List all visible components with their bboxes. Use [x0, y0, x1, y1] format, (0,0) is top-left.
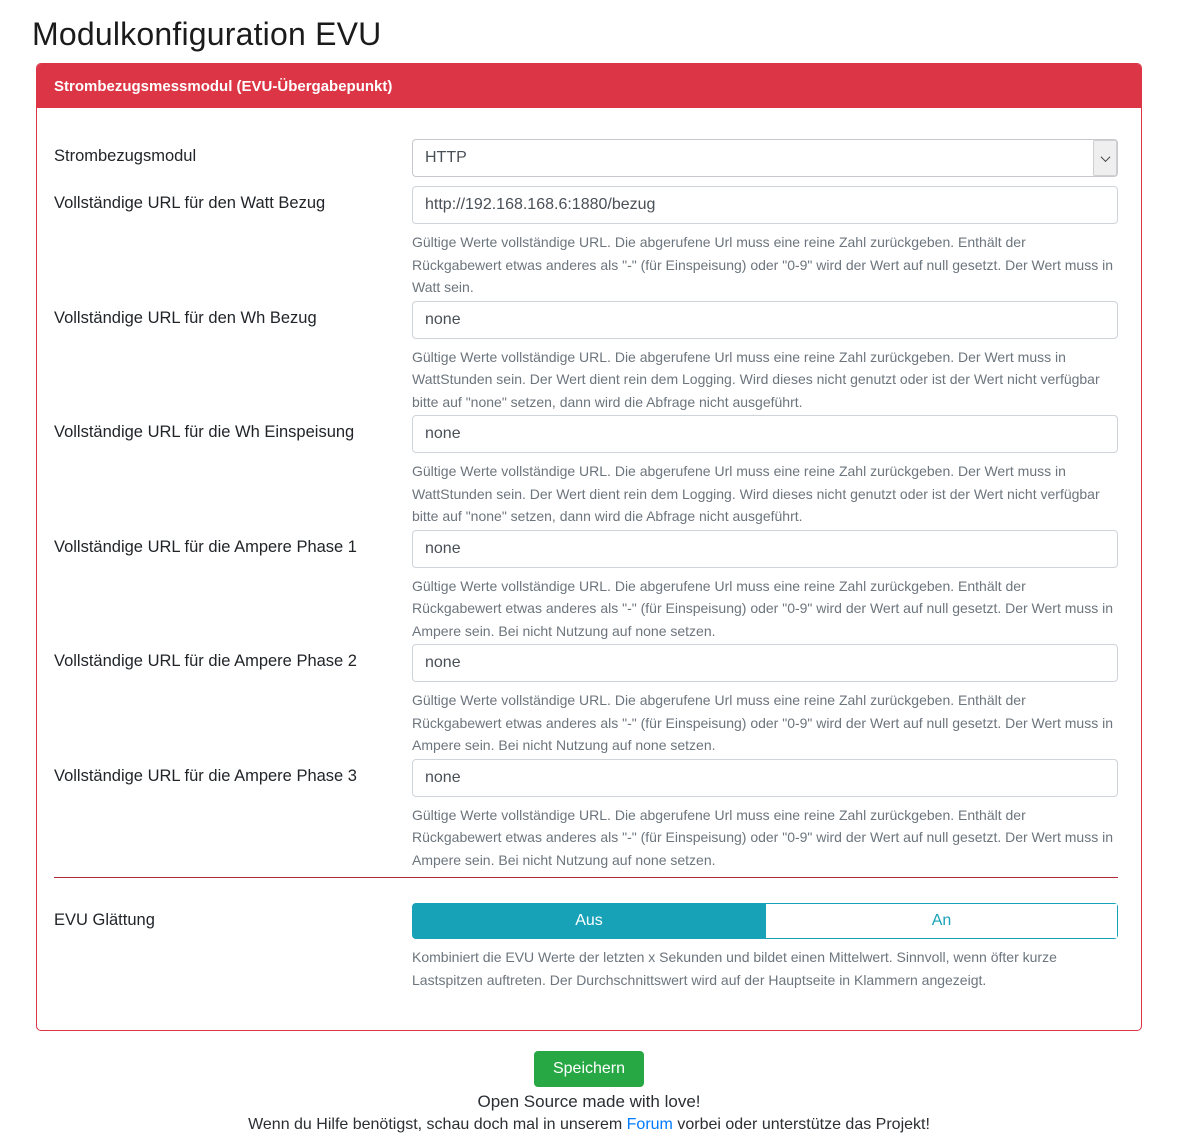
evu-config-card [36, 63, 1142, 1031]
evu-glaettung-toggle [412, 903, 1118, 939]
field-label-ampere-phase-3: Vollständige URL für die Ampere Phase 3 [54, 766, 357, 785]
form-row-evu-glaettung [54, 903, 1118, 991]
field-label-watt-bezug: Vollständige URL für den Watt Bezug [54, 194, 326, 212]
field-label-strombezugsmodul: Strombezugsmodul [54, 147, 197, 165]
field-help-evu-glaettung: Kombiniert die EVU Werte der letzten x Sekunden und bildet einen Mittelwert. Sinnvoll, wenn öfter kurze Lastspitzen auftreten. Der Durchschnittswert wird auf der Hauptseite in Klammern angezeigt. [412, 949, 1057, 988]
form-row-ampere-phase-1 [54, 530, 1118, 643]
form-row-wh-bezug [54, 301, 1118, 414]
footer-tagline: Open Source made with love! [477, 1092, 701, 1111]
field-label-wh-bezug: Vollständige URL für den Wh Bezug [54, 308, 317, 327]
field-help-watt-bezug: Gültige Werte vollständige URL. Die abgerufene Url muss eine reine Zahl zurückgeben. Enthält der Rückgabewert etwas anderes als "-" (für Einspeisung) oder "0-9" wird der Wert auf null gesetzt. Der Wert muss in Watt sein. [412, 234, 1113, 295]
card-header: Strombezugsmessmodul (EVU-Übergabepunkt) [37, 64, 1141, 108]
toggle-off-button[interactable]: Aus [413, 904, 765, 938]
footer-support-link[interactable]: Forum [626, 1116, 673, 1133]
field-help-ampere-phase-3: Gültige Werte vollständige URL. Die abgerufene Url muss eine reine Zahl zurückgeben. Enthält der Rückgabewert etwas anderes als "-" (für Einspeisung) oder "0-9" wird der Wert auf null gesetzt. Der Wert muss in Ampere sein. Bei nicht Nutzung auf none setzen. [412, 806, 1113, 868]
form-row-ampere-phase-2 [54, 644, 1118, 757]
footer-support-line [0, 1116, 1178, 1134]
form-row-ampere-phase-3 [54, 759, 1118, 872]
section-divider [54, 877, 1118, 878]
page-title: Modulkonfiguration EVU [32, 16, 382, 52]
form-row-watt-bezug [54, 186, 1118, 299]
form-row-strombezugsmodul [54, 139, 1118, 177]
strombezugsmodul-select-value[interactable]: HTTP [412, 139, 1118, 177]
url-input-watt-bezug[interactable] [412, 186, 1118, 224]
url-input-wh-einspeisung[interactable] [412, 415, 1118, 453]
field-help-wh-bezug: Gültige Werte vollständige URL. Die abgerufene Url muss eine reine Zahl zurückgeben. Der Wert muss in WattStunden sein. Der Wert dient rein dem Logging. Wird dieses nicht genutzt oder ist der Wert nicht verfügbar bitte auf "none" setzen, dann wird die Abfrage nicht ausgeführt. [412, 348, 1100, 410]
field-label-evu-glaettung: EVU Glättung [54, 911, 155, 929]
url-input-ampere-phase-3[interactable] [412, 759, 1118, 797]
form-row-wh-einspeisung [54, 415, 1118, 528]
strombezugsmodul-select[interactable] [412, 139, 1118, 177]
field-help-ampere-phase-1: Gültige Werte vollständige URL. Die abgerufene Url muss eine reine Zahl zurückgeben. Enthält der Rückgabewert etwas anderes als "-" (für Einspeisung) oder "0-9" wird der Wert auf null gesetzt. Der Wert muss in Ampere sein. Bei nicht Nutzung auf none setzen. [412, 577, 1113, 639]
url-input-ampere-phase-2[interactable] [412, 644, 1118, 682]
footer-support-suffix: vorbei oder unterstütze das Projekt! [672, 1116, 930, 1133]
url-input-ampere-phase-1[interactable] [412, 530, 1118, 568]
url-input-wh-bezug[interactable] [412, 301, 1118, 339]
field-label-ampere-phase-1: Vollständige URL für die Ampere Phase 1 [54, 537, 357, 556]
field-label-ampere-phase-2: Vollständige URL für die Ampere Phase 2 [54, 652, 357, 670]
toggle-on-button[interactable]: An [765, 904, 1117, 938]
field-help-wh-einspeisung: Gültige Werte vollständige URL. Die abgerufene Url muss eine reine Zahl zurückgeben. Der Wert muss in WattStunden sein. Der Wert dient rein dem Logging. Wird dieses nicht genutzt oder ist der Wert nicht verfügbar bitte auf "none" setzen, dann wird die Abfrage nicht ausgeführt. [412, 463, 1100, 524]
card-body [37, 108, 1141, 1030]
chevron-down-icon [1100, 152, 1110, 162]
field-label-wh-einspeisung: Vollständige URL für die Wh Einspeisung [54, 423, 355, 441]
field-help-ampere-phase-2: Gültige Werte vollständige URL. Die abgerufene Url muss eine reine Zahl zurückgeben. Enthält der Rückgabewert etwas anderes als "-" (für Einspeisung) oder "0-9" wird der Wert auf null gesetzt. Der Wert muss in Ampere sein. Bei nicht Nutzung auf none setzen. [412, 692, 1113, 753]
select-dropdown-button[interactable] [1093, 140, 1117, 176]
save-button[interactable]: Speichern [534, 1051, 644, 1087]
footer-support-text: Wenn du Hilfe benötigst, schau doch mal in unserem [248, 1116, 627, 1133]
